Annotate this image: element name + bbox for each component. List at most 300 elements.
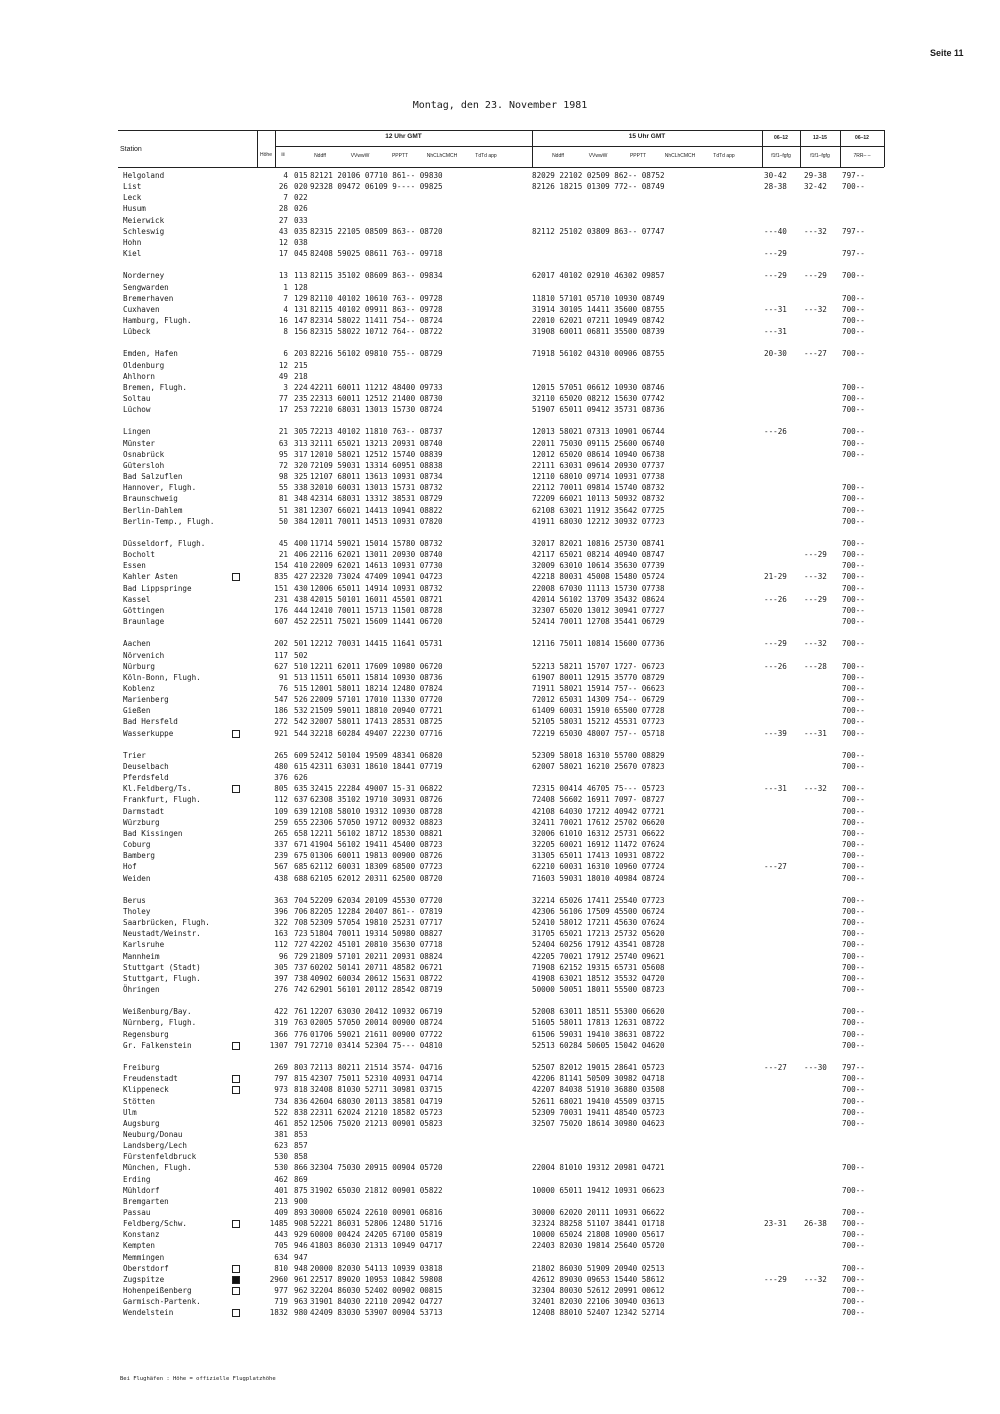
obs-12-utc: 72210 68031 13013 15730 08724 <box>310 405 443 415</box>
obs-12-utc: 32415 22284 49007 15-31 06822 <box>310 784 443 794</box>
table-row <box>0 405 1000 414</box>
station-code: 513 <box>294 672 308 682</box>
range-c-value: 700-- <box>842 918 865 928</box>
station-height: 55 <box>278 483 288 493</box>
obs-12-utc: 62901 56101 20112 28542 08719 <box>310 985 443 994</box>
table-row <box>0 1007 1000 1016</box>
range-c-value: 700-- <box>842 1118 865 1128</box>
obs-12-utc: 60000 00424 24205 67100 05819 <box>310 1230 443 1240</box>
obs-12-utc: 52412 50104 19509 48341 06820 <box>310 750 443 760</box>
obs-12-utc: 42314 68031 13312 38531 08729 <box>310 494 443 504</box>
station-height: 805 <box>274 784 288 794</box>
range-c-value: 700-- <box>842 1286 865 1295</box>
station-code: 131 <box>294 304 308 314</box>
obs-15-utc: 32006 61010 16312 25731 06622 <box>532 828 665 838</box>
station-code: 893 <box>294 1208 308 1217</box>
station-name: Stötten <box>123 1096 156 1106</box>
obs-12-utc: 22517 89020 10953 10842 59808 <box>310 1274 443 1284</box>
table-row <box>0 784 1000 793</box>
station-name: Karlsruhe <box>123 940 165 950</box>
range-a-value: ---26 <box>764 661 787 671</box>
station-height: 422 <box>274 1007 288 1017</box>
obs-12-utc: 52309 57054 19810 25231 07717 <box>310 918 443 928</box>
range-c-value: 700-- <box>842 728 865 738</box>
range-c-value: 700-- <box>842 1018 865 1028</box>
open-square-icon <box>232 1042 240 1050</box>
station-code: 430 <box>294 583 308 593</box>
station-name: Passau <box>123 1208 151 1217</box>
table-row <box>0 1186 1000 1195</box>
obs-12-utc: 22116 62021 13011 20930 08740 <box>310 550 443 560</box>
station-code: 869 <box>294 1174 308 1184</box>
obs-12-utc: 42202 45101 20810 35630 07718 <box>310 940 443 950</box>
obs-15-utc: 61506 59031 19410 38631 08722 <box>532 1029 665 1039</box>
obs-12-utc: 12410 70011 15713 11501 08728 <box>310 605 443 615</box>
range-c-value: 797-- <box>842 249 865 259</box>
station-code: 763 <box>294 1018 308 1028</box>
station-name: Kahler Asten <box>123 572 178 582</box>
station-height: 480 <box>274 762 288 771</box>
station-code: 791 <box>294 1040 308 1050</box>
station-code: 128 <box>294 282 308 292</box>
station-name: Bremgarten <box>123 1196 169 1206</box>
table-row <box>0 985 1000 994</box>
obs-12-utc: 31901 84030 22110 20942 04727 <box>310 1297 443 1307</box>
obs-12-utc: 32007 58011 17413 28531 08725 <box>310 717 443 727</box>
obs-12-utc: 12307 66021 14413 10941 08822 <box>310 505 443 515</box>
col-15-clouds: NhCLhCMCH <box>664 153 696 159</box>
station-height: 43 <box>278 226 288 236</box>
station-code: 635 <box>294 784 308 794</box>
station-height: 530 <box>274 1163 288 1173</box>
obs-15-utc: 32205 60021 16912 11472 07624 <box>532 840 665 849</box>
station-name: Koblenz <box>123 683 156 693</box>
table-row <box>0 1163 1000 1172</box>
station-code: 729 <box>294 951 308 961</box>
range-c-value: 700-- <box>842 672 865 682</box>
obs-15-utc: 22112 70011 09814 15740 08732 <box>532 483 665 493</box>
station-name: Kl.Feldberg/Ts. <box>123 784 192 794</box>
header-divider <box>884 130 885 167</box>
obs-15-utc: 42117 65021 08214 40940 08747 <box>532 550 665 560</box>
station-name: Erding <box>123 1174 151 1184</box>
station-height: 337 <box>274 840 288 849</box>
range-c-value: 700-- <box>842 1308 865 1318</box>
station-name: Meierwick <box>123 215 165 225</box>
station-name: Hohenpeißenberg <box>123 1286 192 1295</box>
obs-15-utc: 12013 58021 07313 10901 06744 <box>532 427 665 437</box>
station-name: Sengwarden <box>123 282 169 292</box>
obs-12-utc: 82110 40102 10610 763-- 09728 <box>310 293 443 303</box>
station-name: Weißenburg/Bay. <box>123 1007 192 1017</box>
table-row <box>0 361 1000 370</box>
station-code: 438 <box>294 594 308 604</box>
obs-15-utc: 31908 60011 06811 35500 08739 <box>532 327 665 337</box>
station-name: Nürburg <box>123 661 156 671</box>
obs-15-utc: 72315 00414 46705 75--- 05723 <box>532 784 665 794</box>
station-name: Kiel <box>123 249 142 259</box>
station-name: München, Flugh. <box>123 1163 192 1173</box>
table-row <box>0 1097 1000 1106</box>
table-row <box>0 316 1000 325</box>
station-name: Konstanz <box>123 1230 160 1240</box>
station-height: 231 <box>274 594 288 604</box>
station-height: 381 <box>274 1129 288 1139</box>
obs-15-utc: 52309 70031 19411 48540 05723 <box>532 1107 665 1117</box>
station-height: 163 <box>274 929 288 939</box>
group-12-utc: 12 Uhr GMT <box>385 133 422 140</box>
spacer-row <box>0 416 1000 425</box>
station-name: Osnabrück <box>123 449 165 459</box>
station-name: Wendelstein <box>123 1308 174 1318</box>
station-code: 815 <box>294 1074 308 1084</box>
table-row <box>0 1108 1000 1117</box>
table-row <box>0 1085 1000 1094</box>
station-name: Stuttgart (Stadt) <box>123 962 201 972</box>
obs-15-utc: 32507 75020 18614 30980 04623 <box>532 1118 665 1128</box>
obs-15-utc: 12116 75011 10814 15600 07736 <box>532 639 665 649</box>
station-name: Aachen <box>123 639 151 649</box>
range-a-value: ---29 <box>764 271 787 281</box>
range-b-value: ---31 <box>804 728 827 738</box>
range-c-value: 700-- <box>842 828 865 838</box>
range-c-value: 700-- <box>842 795 865 805</box>
station-name: Bad Kissingen <box>123 828 183 838</box>
station-name: Berus <box>123 895 146 905</box>
station-name: Lingen <box>123 427 151 437</box>
station-height: 977 <box>274 1286 288 1295</box>
obs-12-utc: 12010 58021 12512 15740 08839 <box>310 449 443 459</box>
station-code: 384 <box>294 516 308 526</box>
station-code-header: iii <box>281 152 285 158</box>
range-c-value: 700-- <box>842 762 865 771</box>
table-row <box>0 1197 1000 1206</box>
obs-15-utc: 82112 25102 03809 863-- 07747 <box>532 226 665 236</box>
range-c-value: 700-- <box>842 1219 865 1229</box>
table-row <box>0 673 1000 682</box>
station-code: 706 <box>294 906 308 916</box>
station-code: 637 <box>294 795 308 805</box>
station-height: 265 <box>274 828 288 838</box>
station-height: 409 <box>274 1208 288 1217</box>
range-c-value: 700-- <box>842 405 865 415</box>
table-row <box>0 840 1000 849</box>
table-row <box>0 472 1000 481</box>
table-row <box>0 584 1000 593</box>
col-15-visibility-weather: VVwwW <box>588 153 608 159</box>
station-height: 567 <box>274 862 288 872</box>
header-mid-rule <box>762 146 884 147</box>
station-name: Bamberg <box>123 851 156 861</box>
obs-15-utc: 11810 57101 05710 10930 08749 <box>532 293 665 303</box>
station-height: 462 <box>274 1174 288 1184</box>
range-a-value: 28-38 <box>764 182 787 192</box>
col-12-dewpoint: TdTd app <box>475 153 497 159</box>
station-code: 639 <box>294 806 308 816</box>
obs-12-utc: 31902 65030 21812 00901 05822 <box>310 1185 443 1195</box>
station-name: Schleswig <box>123 226 165 236</box>
range-b-value: ---32 <box>804 572 827 582</box>
range-b-value: ---30 <box>804 1063 827 1072</box>
station-code: 305 <box>294 427 308 437</box>
station-name: Marienberg <box>123 695 169 705</box>
station-height: 719 <box>274 1297 288 1307</box>
station-height: 91 <box>278 672 288 682</box>
station-code: 961 <box>294 1274 308 1284</box>
table-row <box>0 595 1000 604</box>
station-name: Köln-Bonn, Flugh. <box>123 672 201 682</box>
table-row <box>0 896 1000 905</box>
range-b-value: ---27 <box>804 349 827 359</box>
station-height: 16 <box>278 316 288 325</box>
station-code: 317 <box>294 449 308 459</box>
table-row <box>0 294 1000 303</box>
obs-15-utc: 32304 80030 52612 20991 00612 <box>532 1286 665 1295</box>
range-c-value: 700-- <box>842 1241 865 1251</box>
station-name: Lüchow <box>123 405 151 415</box>
station-code: 803 <box>294 1063 308 1072</box>
station-code: 685 <box>294 862 308 872</box>
table-row <box>0 918 1000 927</box>
page-title: Montag, den 23. November 1981 <box>412 100 588 111</box>
station-height: 734 <box>274 1096 288 1106</box>
obs-15-utc: 31305 65011 17413 10931 08722 <box>532 851 665 861</box>
table-row <box>0 550 1000 559</box>
station-height: 76 <box>278 683 288 693</box>
station-code: 727 <box>294 940 308 950</box>
range-a-value: 21-29 <box>764 572 787 582</box>
station-name: Regensburg <box>123 1029 169 1039</box>
station-code: 723 <box>294 929 308 939</box>
range-c-value: 700-- <box>842 1096 865 1106</box>
station-height: 63 <box>278 438 288 448</box>
station-name: Klippeneck <box>123 1085 169 1095</box>
station-height: 835 <box>274 572 288 582</box>
range-b-value: ---32 <box>804 1274 827 1284</box>
range-b-value: 29-38 <box>804 171 827 180</box>
station-height: 921 <box>274 728 288 738</box>
station-height: 259 <box>274 817 288 827</box>
station-name: Neustadt/Weinstr. <box>123 929 201 939</box>
obs-12-utc: 51804 70011 19314 50980 08827 <box>310 929 443 939</box>
table-row <box>0 450 1000 459</box>
station-height: 27 <box>278 215 288 225</box>
range-a-value: ---31 <box>764 304 787 314</box>
table-row <box>0 227 1000 236</box>
range-c-value: 700-- <box>842 962 865 972</box>
station-name: Trier <box>123 750 146 760</box>
obs-15-utc: 12110 68010 09714 10931 07738 <box>532 472 665 482</box>
range-b-value: ---32 <box>804 784 827 794</box>
station-height: 272 <box>274 717 288 727</box>
table-row <box>0 1297 1000 1306</box>
range-c-value: 700-- <box>842 449 865 459</box>
obs-15-utc: 61907 80011 12915 35770 08729 <box>532 672 665 682</box>
range-c-value: 700-- <box>842 583 865 593</box>
station-height: 186 <box>274 706 288 716</box>
table-row <box>0 940 1000 949</box>
station-name: Cuxhaven <box>123 304 160 314</box>
table-row <box>0 729 1000 738</box>
station-height: 623 <box>274 1141 288 1151</box>
station-code: 235 <box>294 394 308 403</box>
obs-15-utc: 21802 86030 51909 20940 02513 <box>532 1263 665 1273</box>
station-code: 908 <box>294 1219 308 1229</box>
table-row <box>0 1030 1000 1039</box>
station-code: 502 <box>294 650 308 660</box>
station-name: Bocholt <box>123 550 156 560</box>
header-top-rule <box>118 130 884 131</box>
station-name: Stuttgart, Flugh. <box>123 973 201 983</box>
station-code: 038 <box>294 237 308 247</box>
open-square-icon <box>232 785 240 793</box>
station-height: 401 <box>274 1185 288 1195</box>
obs-15-utc: 62017 40102 02910 46302 09857 <box>532 271 665 281</box>
open-square-icon <box>232 1287 240 1295</box>
range-b-sub: f1f1–fgfg <box>810 153 830 159</box>
open-square-icon <box>232 1086 240 1094</box>
station-height: 443 <box>274 1230 288 1240</box>
station-code: 218 <box>294 371 308 381</box>
station-code: 658 <box>294 828 308 838</box>
station-code: 615 <box>294 762 308 771</box>
table-row <box>0 483 1000 492</box>
station-code: 900 <box>294 1196 308 1206</box>
spacer-row <box>0 260 1000 269</box>
station-name: Bremerhaven <box>123 293 174 303</box>
range-b-header: 12–15 <box>813 135 827 141</box>
station-height: 81 <box>278 494 288 504</box>
station-code: 147 <box>294 316 308 325</box>
station-code: 875 <box>294 1185 308 1195</box>
table-row <box>0 874 1000 883</box>
obs-15-utc: 62210 60031 16310 10960 07724 <box>532 862 665 872</box>
obs-12-utc: 42211 60011 11212 48400 09733 <box>310 382 443 392</box>
range-b-value: ---29 <box>804 550 827 560</box>
obs-12-utc: 21809 57101 20211 20931 08824 <box>310 951 443 961</box>
station-name: Augsburg <box>123 1118 160 1128</box>
station-code: 853 <box>294 1129 308 1139</box>
station-name: Freiburg <box>123 1063 160 1072</box>
station-height: 13 <box>278 271 288 281</box>
range-b-value: 32-42 <box>804 182 827 192</box>
station-code: 671 <box>294 840 308 849</box>
range-c-value: 700-- <box>842 683 865 693</box>
station-name: Zugspitze <box>123 1274 165 1284</box>
obs-15-utc: 82029 22102 02509 862-- 08752 <box>532 171 665 180</box>
obs-15-utc: 32017 82021 10816 25730 08741 <box>532 539 665 548</box>
table-row <box>0 795 1000 804</box>
station-name: Ulm <box>123 1107 137 1117</box>
range-c-value: 700-- <box>842 483 865 493</box>
table-row <box>0 829 1000 838</box>
table-row <box>0 216 1000 225</box>
obs-12-utc: 52209 62034 20109 45530 07720 <box>310 895 443 905</box>
table-row <box>0 929 1000 938</box>
filled-square-icon <box>232 1276 240 1284</box>
station-name: Husum <box>123 204 146 214</box>
obs-12-utc: 32218 60284 49407 22230 07716 <box>310 728 443 738</box>
station-code: 542 <box>294 717 308 727</box>
obs-15-utc: 72209 66021 10113 50932 08732 <box>532 494 665 504</box>
table-row <box>0 851 1000 860</box>
station-name: Gießen <box>123 706 151 716</box>
obs-15-utc: 72219 65030 48007 757-- 05718 <box>532 728 665 738</box>
open-square-icon <box>232 1075 240 1083</box>
obs-12-utc: 72213 40102 11810 763-- 08737 <box>310 427 443 437</box>
range-c-value: 700-- <box>842 349 865 359</box>
station-height: 77 <box>278 394 288 403</box>
station-code: 544 <box>294 728 308 738</box>
station-code: 427 <box>294 572 308 582</box>
range-c-value: 700-- <box>842 438 865 448</box>
range-c-value: 700-- <box>842 1208 865 1217</box>
obs-12-utc: 11714 59021 15014 15780 08732 <box>310 539 443 548</box>
range-c-value: 700-- <box>842 973 865 983</box>
range-c-value: 700-- <box>842 550 865 560</box>
range-a-value: ---26 <box>764 427 787 437</box>
obs-15-utc: 22008 67030 11113 15730 07738 <box>532 583 665 593</box>
obs-12-utc: 82315 22105 08509 863-- 08720 <box>310 226 443 236</box>
station-code: 526 <box>294 695 308 705</box>
range-c-value: 700-- <box>842 304 865 314</box>
col-12-clouds: NhCLhCMCH <box>426 153 458 159</box>
station-height: 50 <box>278 516 288 526</box>
obs-15-utc: 52414 70011 12708 35441 06729 <box>532 617 665 626</box>
station-code: 948 <box>294 1263 308 1273</box>
table-row <box>0 349 1000 358</box>
station-code: 020 <box>294 182 308 192</box>
station-code: 129 <box>294 293 308 303</box>
table-row <box>0 907 1000 916</box>
station-code: 738 <box>294 973 308 983</box>
range-c-value: 700-- <box>842 1040 865 1050</box>
obs-15-utc: 50000 50051 18011 55500 08723 <box>532 985 665 994</box>
obs-15-utc: 62108 63021 11912 35642 07725 <box>532 505 665 515</box>
range-a-value: ---31 <box>764 784 787 794</box>
table-row <box>0 1152 1000 1161</box>
station-code: 929 <box>294 1230 308 1240</box>
station-name: Gr. Falkenstein <box>123 1040 192 1050</box>
range-c-value: 700-- <box>842 661 865 671</box>
obs-15-utc: 12012 65020 08614 10940 06738 <box>532 449 665 459</box>
station-height: 1307 <box>269 1040 288 1050</box>
station-name: Landsberg/Lech <box>123 1141 188 1151</box>
table-row <box>0 606 1000 615</box>
table-row <box>0 974 1000 983</box>
table-row <box>0 1230 1000 1239</box>
obs-15-utc: 52213 58211 15707 1727- 06723 <box>532 661 665 671</box>
range-c-value: 700-- <box>842 271 865 281</box>
obs-15-utc: 52008 63011 18511 55300 06620 <box>532 1007 665 1017</box>
station-name: Mühldorf <box>123 1185 160 1195</box>
station-name: Bad Lippspringe <box>123 583 192 593</box>
obs-12-utc: 72113 80211 21514 3574- 04716 <box>310 1063 443 1072</box>
range-c-value: 700-- <box>842 1297 865 1307</box>
header-divider <box>257 130 258 167</box>
range-a-sub: f1f1–fgfg <box>771 153 791 159</box>
range-c-value: 700-- <box>842 561 865 571</box>
obs-12-utc: 01306 60011 19813 00900 08726 <box>310 851 443 861</box>
station-height: 363 <box>274 895 288 905</box>
range-a-value: ---29 <box>764 1274 787 1284</box>
obs-12-utc: 82121 20106 07710 861-- 09830 <box>310 171 443 180</box>
obs-12-utc: 22306 57050 19712 00932 08823 <box>310 817 443 827</box>
station-name: List <box>123 182 142 192</box>
obs-12-utc: 20000 82030 54113 10939 03818 <box>310 1263 443 1273</box>
station-height: 151 <box>274 583 288 593</box>
table-row <box>0 427 1000 436</box>
